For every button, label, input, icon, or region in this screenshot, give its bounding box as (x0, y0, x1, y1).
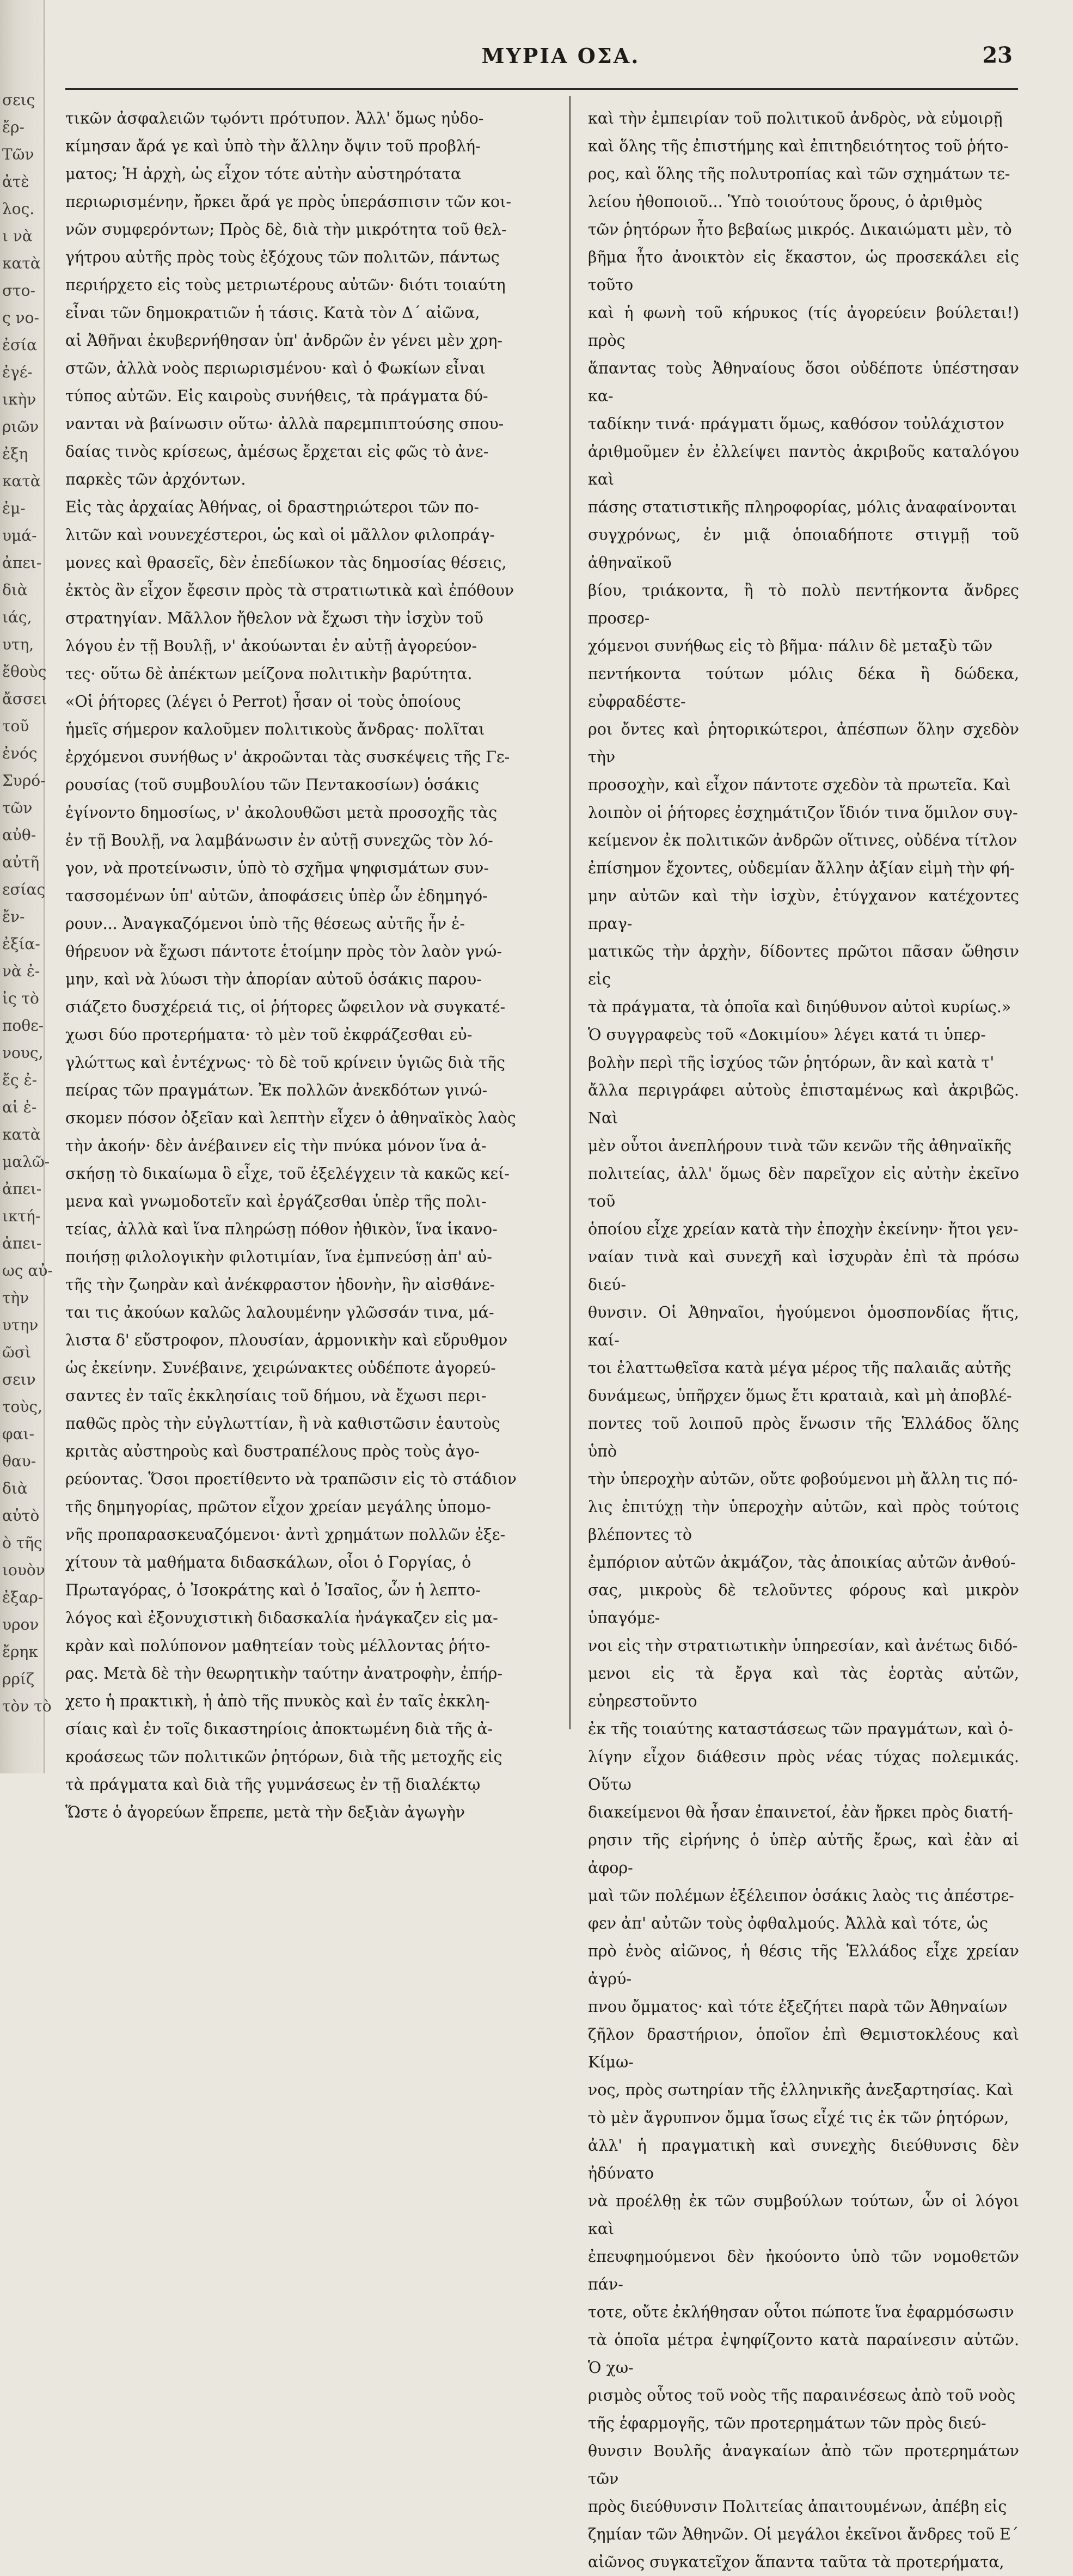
facing-page-fragment: κατὰ (2, 1125, 41, 1143)
facing-page-fragment: σειν (2, 1370, 36, 1388)
text-line: τες· οὕτω δὲ ἀπέκτων μείζονα πολιτικὴν βαρύτητα. (65, 665, 473, 683)
facing-page-fragment: θαυ- (2, 1452, 36, 1470)
text-line: ἐγίνοντο δημοσίως, ν' ἀκολουθῶσι μετὰ προσοχῆς τὰς (65, 804, 498, 822)
text-line: ρεύοντας. Ὅσοι προετίθεντο νὰ τραπῶσιν εἰς τὸ στάδιον (65, 1470, 517, 1488)
text-line: εἶναι τῶν δημοκρατιῶν ἡ τάσις. Κατὰ τὸν Δ΄ αἰῶνα, (65, 304, 480, 322)
text-line: τικῶν ἀσφαλειῶν τῳόντι πρότυπον. Ἀλλ' ὅμως ηὐδο- (65, 109, 484, 127)
page-number: 23 (982, 42, 1013, 68)
facing-page-fragment: ἔν- (2, 908, 25, 926)
text-line: λόγος καὶ ἐξονυχιστικὴ διδασκαλία ἠνάγκαζεν εἰς μα- (65, 1609, 498, 1627)
text-line: ἐν τῇ Βουλῇ, να λαμβάνωσιν ἐν αὐτῇ συνεχῶς τὸν λό- (65, 831, 493, 849)
facing-page-fragment: ἔρ- (2, 118, 24, 136)
text-line: ρουν... Ἀναγκαζόμενοι ὑπὸ τῆς θέσεως αὐτῆς ἦν ἐ- (65, 915, 465, 933)
facing-page-fragment: υτην (2, 1316, 39, 1334)
facing-page-fragment: αὐθ- (2, 826, 36, 844)
text-line: φεν ἀπ' αὐτῶν τοὺς ὀφθαλμούς. Ἀλλὰ καὶ τότε, ὡς (588, 1914, 988, 1932)
text-line: τὰ πράγματα καὶ διὰ τῆς γυμνάσεως ἐν τῇ διαλέκτῳ (65, 1776, 481, 1794)
text-line: χετο ἡ πρακτικὴ, ἡ ἀπὸ τῆς πνυκὸς καὶ ἐν ταῖς ἐκκλη- (65, 1692, 490, 1710)
text-line: κίμησαν ἄρά γε καὶ ὑπὸ τὴν ἄλλην ὄψιν τοῦ προβλή- (65, 137, 481, 155)
text-line: τῆς δημηγορίας, πρῶτον εἶχον χρείαν μεγάλης ὑπομο- (65, 1498, 491, 1516)
facing-page-fragment: μαλῶ- (2, 1153, 50, 1171)
text-line: διακείμενοι θὰ ἦσαν ἐπαινετοί, ἐὰν ἤρκει πρὸς διατή- (588, 1803, 1013, 1821)
text-line: ἅπαντας τοὺς Ἀθηναίους ὅσοι οὐδέποτε ὑπέστησαν κα- (588, 359, 1019, 405)
facing-page-fragment: ἐσία (2, 336, 38, 354)
text-line: ταδίκην τινά· πράγματι ὅμως, καθόσον τοὐλάχιστον (588, 415, 1004, 433)
text-line: παθῶς πρὸς τὴν εὐγλωττίαν, ἢ νὰ καθιστῶσιν ἑαυτοὺς (65, 1415, 500, 1433)
text-line: τὴν ὑπεροχὴν αὐτῶν, οὔτε φοβούμενοι μὴ ἄλλη τις πό- (588, 1470, 1018, 1488)
text-line: μην αὐτῶν καὶ τὴν ἰσχὺν, ἐτύγχανον κατέχοντες πραγ- (588, 887, 1019, 933)
facing-page-fragment: ιάς, (2, 608, 32, 626)
text-line: ρος, καὶ ὅλης τῆς πολυτροπίας καὶ τῶν σχημάτων τε- (588, 165, 1010, 183)
text-line: κριτὰς αὐστηροὺς καὶ δυστραπέλους πρὸς τοὺς ἀγο- (65, 1442, 480, 1460)
facing-page-fragment: λος. (2, 200, 35, 218)
text-line: χόμενοι συνήθως εἰς τὸ βῆμα· πάλιν δὲ μεταξὺ τῶν (588, 637, 993, 655)
header-rule (65, 88, 1018, 90)
text-line: σιάζετο δυσχέρειά τις, οἱ ῥήτορες ὤφειλον νὰ συγκατέ- (65, 998, 506, 1016)
text-line: ἐκ τῆς τοιαύτης καταστάσεως τῶν πραγμάτων, καὶ ὀ- (588, 1720, 1014, 1738)
facing-page-fragment: ἐνός (2, 744, 38, 762)
text-line: καὶ ὅλης τῆς ἐπιστήμης καὶ ἐπιτηδειότητος τοῦ ῥήτο- (588, 137, 1009, 155)
facing-page-fragment: υρον (2, 1616, 39, 1633)
facing-page-fragment: σεις (2, 91, 35, 109)
text-line: βίου, τριάκοντα, ἢ τὸ πολὺ πεντήκοντα ἄνδρες προσερ- (588, 582, 1019, 627)
text-line: ζῆλον δραστήριον, ὁποῖον ἐπὶ Θεμιστοκλέους καὶ Κίμω- (588, 2026, 1019, 2071)
text-line: ματικῶς τὴν ἀρχὴν, δίδοντες πρῶτοι πᾶσαν ὤθησιν εἰς (588, 943, 1019, 988)
text-line: λις ἐπιτύχῃ τὴν ὑπεροχὴν αὐτῶν, καὶ πρὸς τούτοις βλέποντες τὸ (588, 1498, 1019, 1544)
facing-page-fragment: Τῶν (2, 145, 34, 163)
facing-page-fragment: ἐξαρ- (2, 1588, 44, 1606)
text-line: σκομεν πόσον ὀξεῖαν καὶ λεπτὴν εἶχεν ὁ ἀθηναϊκὸς λαὸς (65, 1109, 516, 1127)
text-line: μαὶ τῶν πολέμων ἐξέλειπον ὁσάκις λαὸς τις ἀπέστρε- (588, 1887, 1014, 1905)
text-line: ρισμὸς οὗτος τοῦ νοὸς τῆς παραινέσεως ἀπὸ τοῦ νοὸς (588, 2387, 1016, 2404)
text-line: δυνάμεως, ὑπῆρχεν ὅμως ἔτι κραταιὰ, καὶ μὴ ἀποβλέ- (588, 1387, 1012, 1405)
text-line: πεντήκοντα τούτων μόλις δέκα ἢ δώδεκα, εὐφραδέστε- (588, 665, 1019, 711)
text-line: λόγου ἐν τῇ Βουλῇ, ν' ἀκούωνται ἐν αὐτῇ ἀγορεύον- (65, 637, 477, 655)
text-line: γλώττως καὶ ἐντέχνως· τὸ δὲ τοῦ κρίνειν ὑγιῶς διὰ τῆς (65, 1054, 505, 1072)
facing-page-fragment: τὸν τὸ (2, 1697, 52, 1715)
text-line: γήτρου αὐτῆς πρὸς τοὺς ἐξόχους τῶν πολιτῶν, πάντως (65, 248, 500, 266)
text-line: περιήρχετο εἰς τοὺς μετριωτέρους αὐτῶν· διότι τοιαύτη (65, 276, 506, 294)
text-line: «Οἱ ῥήτορες (λέγει ὁ Perrot) ἦσαν οἱ τοὺς ὁποίους (65, 693, 461, 711)
text-line: ἐπευφημούμενοι δὲν ἠκούοντο ὑπὸ τῶν νομοθετῶν πάν- (588, 2248, 1019, 2293)
text-line: νος, πρὸς σωτηρίαν τῆς ἑλληνικῆς ἀνεξαρτησίας. Καὶ (588, 2081, 1014, 2099)
facing-page-fragment: ικτή- (2, 1207, 41, 1225)
text-line: πρὸς διεύθυνσιν Πολιτείας ἀπαιτουμένων, ἀπέβη εἰς (588, 2498, 1007, 2516)
text-line: τείας, ἀλλὰ καὶ ἵνα πληρώσῃ πόθον ἠθικὸν, ἵνα ἱκανο- (65, 1220, 498, 1238)
text-line: ματος; Ἡ ἀρχὴ, ὡς εἶχον τότε αὐτὴν αὐστηρότατα (65, 165, 462, 183)
facing-page-fragment: κατὰ (2, 254, 41, 272)
text-line: στρατηγίαν. Μᾶλλον ἤθελον νὰ ἔχωσι τὴν ἰσχὺν τοῦ (65, 609, 483, 627)
text-line: τύπος αὐτῶν. Εἰς καιροὺς συνήθεις, τὰ πράγματα δύ- (65, 387, 488, 405)
text-line: τοι ἐλαττωθεῖσα κατὰ μέγα μέρος τῆς παλαιᾶς αὐτῆς (588, 1359, 1011, 1377)
text-line: τῶν ῥητόρων ἦτο βεβαίως μικρός. Δικαιώματι μὲν, τὸ (588, 221, 1012, 238)
facing-page-fragment: υτη, (2, 635, 34, 653)
facing-page-fragment: ἀπει- (2, 1180, 42, 1198)
text-line: σαντες ἐν ταῖς ἐκκλησίαις τοῦ δήμου, νὰ ἔχωσι περι- (65, 1387, 487, 1405)
text-line: παρκὲς τῶν ἀρχόντων. (65, 470, 246, 488)
text-line: προσοχὴν, καὶ εἶχον πάντοτε σχεδὸν τὰ πρωτεῖα. Καὶ (588, 776, 1011, 794)
text-line: ροι ὄντες καὶ ῥητορικώτεροι, ἀπέσπων ὅλην σχεδὸν τὴν (588, 720, 1019, 766)
text-line: μονες καὶ θρασεῖς, δὲν ἐπεδίωκον τὰς δημοσίας θέσεις, (65, 554, 507, 572)
text-line: λείου ἠθοποιοῦ... Ὑπὸ τοιούτους ὅρους, ὁ ἀριθμὸς (588, 193, 983, 211)
text-line: χωσι δύο προτερήματα· τὸ μὲν τοῦ ἐκφράζεσθαι εὐ- (65, 1026, 473, 1044)
text-line: τὰ πράγματα, τὰ ὁποῖα καὶ διηύθυνον αὐτοὶ κυρίως.» (588, 998, 1011, 1016)
text-line: Πρωταγόρας, ὁ Ἰσοκράτης καὶ ὁ Ἰσαῖος, ὧν ἡ λεπτο- (65, 1581, 481, 1599)
facing-page-fragment: ὸ τῆς (2, 1534, 42, 1552)
text-line: πείρας τῶν πραγμάτων. Ἐκ πολλῶν ἀνεκδότων γινώ- (65, 1081, 488, 1099)
facing-page-fragment: αἱ ἐ- (2, 1098, 37, 1116)
text-line: τὰ ὁποῖα μέτρα ἐψηφίζοντο κατὰ παραίνεσιν αὐτῶν. Ὁ χω- (588, 2331, 1019, 2377)
facing-page-fragment: ἀπει- (2, 1234, 42, 1252)
facing-page-fragment: ἐξία- (2, 935, 40, 953)
text-line: σίαις καὶ ἐν τοῖς δικαστηρίοις ἀποκτωμένη διὰ τῆς ἀ- (65, 1720, 493, 1738)
text-line: ἀριθμοῦμεν ἐν ἐλλείψει παντὸς ἀκριβοῦς καταλόγου καὶ (588, 443, 1019, 488)
facing-page-fragment: αὐτὸ (2, 1507, 40, 1525)
text-line: σας, μικροὺς δὲ τελοῦντες φόρους καὶ μικρὸν ὑπαγόμε- (588, 1581, 1019, 1627)
facing-page-fragment: Συρό- (2, 772, 46, 790)
text-line: βολὴν περὶ τῆς ἰσχύος τῶν ῥητόρων, ἂν καὶ κατὰ τ' (588, 1054, 995, 1072)
text-line: τοτε, οὔτε ἐκλήθησαν οὗτοι πώποτε ἵνα ἐφαρμόσωσιν (588, 2303, 1014, 2321)
running-header-title: ΜΥΡΙΑ ΟΣΑ. (481, 44, 640, 68)
text-line: μενα καὶ γνωμοδοτεῖν καὶ ἐργάζεσθαι ὑπὲρ τῆς πολι- (65, 1192, 487, 1210)
text-line: ζημίαν τῶν Ἀθηνῶν. Οἱ μεγάλοι ἐκεῖνοι ἄνδρες τοῦ Ε΄ (588, 2525, 1019, 2543)
text-line: χίτουν τὰ μαθήματα διδασκάλων, οἷοι ὁ Γοργίας, ὁ (65, 1553, 471, 1571)
text-line: κείμενον ἐκ πολιτικῶν ἀνδρῶν οἵτινες, οὐδένα τίτλον (588, 831, 1017, 849)
text-line: συγχρόνως, ἐν μιᾷ ὁποιαδήποτε στιγμῇ τοῦ ἀθηναϊκοῦ (588, 526, 1019, 572)
facing-page-fragment: ἀπει- (2, 554, 42, 572)
left-text-column (65, 105, 555, 1821)
facing-page-fragment: τοὺς, (2, 1398, 42, 1416)
text-line: τὴν ἀκοήν· δὲν ἀνέβαινεν εἰς τὴν πνύκα μόνον ἵνα ἀ- (65, 1137, 487, 1155)
facing-page-fragment: διὰ (2, 581, 28, 599)
text-line: ὁποίου εἶχε χρείαν κατὰ τὴν ἐποχὴν ἐκείνην· ἤτοι γεν- (588, 1220, 1019, 1238)
text-line: ρουσίας (τοῦ συμβουλίου τῶν Πεντακοσίων) ὁσάκις (65, 776, 480, 794)
facing-page-fragment: ιουὸν (2, 1561, 45, 1579)
text-line: ρας. Μετὰ δὲ τὴν θεωρητικὴν ταύτην ἀνατροφὴν, ἐπήρ- (65, 1665, 503, 1682)
text-line: τασσομένων ὑπ' αὐτῶν, ἀποφάσεις ὑπὲρ ὧν ἐδημηγό- (65, 887, 488, 905)
text-line: ποιήσῃ φιλολογικὴν φιλοτιμίαν, ἵνα ἐμπνεύσῃ ἀπ' αὐ- (65, 1248, 492, 1266)
facing-page-fragment: τοῦ (2, 717, 29, 735)
facing-page-fragment: ἔρηκ (2, 1643, 38, 1661)
text-line: στῶν, ἀλλὰ νοὸς περιωρισμένου· καὶ ὁ Φωκίων εἶναι (65, 359, 486, 377)
text-line: βῆμα ἦτο ἀνοικτὸν εἰς ἕκαστον, ὡς προσεκάλει εἰς τοῦτο (588, 248, 1019, 294)
text-line: ἐκτὸς ἂν εἶχον ἔφεσιν πρὸς τὰ στρατιωτικὰ καὶ ἐπόθουν (65, 582, 514, 599)
facing-page-fragment: στο- (2, 282, 35, 299)
text-line: τῆς ἐφαρμογῆς, τῶν προτερημάτων τῶν πρὸς διεύ- (588, 2414, 986, 2432)
text-line: Εἰς τὰς ἀρχαίας Ἀθήνας, οἱ δραστηριώτεροι τῶν πο- (65, 498, 480, 516)
text-line: μὲν οὗτοι ἀνεπλήρουν τινὰ τῶν κενῶν τῆς ἀθηναϊκῆς (588, 1137, 1012, 1155)
text-line: καὶ ἡ φωνὴ τοῦ κήρυκος (τίς ἀγορεύειν βούλεται!) πρὸς (588, 304, 1019, 350)
text-line: θυνσιν Βουλῆς ἀναγκαίων ἀπὸ τῶν προτερημάτων τῶν (588, 2442, 1019, 2488)
text-line: ἡμεῖς σήμερον καλοῦμεν πολιτικοὺς ἄνδρας· πολῖται (65, 720, 485, 738)
text-line: ρησιν τῆς εἰρήνης ὁ ὑπὲρ αὐτῆς ἔρως, καὶ ἐὰν αἱ ἀφορ- (588, 1831, 1019, 1877)
text-line: πολιτείας, ἀλλ' ὅμως δὲν παρεῖχον εἰς αὐτὴν ἐκεῖνο τοῦ (588, 1165, 1019, 1210)
text-line: νοι εἰς τὴν στρατιωτικὴν ὑπηρεσίαν, καὶ ἀνέτως διδό- (588, 1637, 1018, 1655)
facing-page-fragment: αὐτῆ (2, 853, 40, 871)
text-line: ἀλλ' ἡ πραγματικὴ καὶ συνεχὴς διεύθυνσις δὲν ἠδύνατο (588, 2137, 1019, 2182)
text-line: τῆς τὴν ζωηρὰν καὶ ἀνέκφραστον ἡδονὴν, ἣν αἰσθάνε- (65, 1276, 495, 1294)
facing-page-fragment: ἐξη (2, 445, 28, 463)
facing-page-fragment: τῶν (2, 799, 33, 817)
facing-page-fragment: ἐγέ- (2, 363, 33, 381)
text-line: μην, καὶ νὰ λύωσι τὴν ἀπορίαν αὐτοῦ ὁσάκις παρου- (65, 970, 482, 988)
text-line: ἄλλα περιγράφει αὐτοὺς ἐπισταμένως καὶ ἀκριβῶς. Ναὶ (588, 1081, 1019, 1127)
facing-page-fragment: ῶσὶ (2, 1343, 31, 1361)
right-text-column (588, 105, 1019, 2571)
text-line: πάσης στατιστικῆς πληροφορίας, μόλις ἀναφαίνονται (588, 498, 1017, 516)
facing-page-fragment: ἐμ- (2, 499, 26, 517)
text-line: τὸ μὲν ἄγρυπνον ὄμμα ἴσως εἶχέ τις ἐκ τῶν ῥητόρων, (588, 2109, 1009, 2127)
text-line: περιωρισμένην, ἤρκει ἄρά γε πρὸς ὑπεράσπισιν τῶν κοι- (65, 193, 512, 211)
text-line: ἐρχόμενοι συνήθως ν' ἀκροῶνται τὰς συσκέψεις τῆς Γε- (65, 748, 510, 766)
text-line: λίγην εἶχον διάθεσιν πρὸς νέας τύχας πολεμικάς. Οὕτω (588, 1748, 1019, 1794)
text-line: κροάσεως τῶν πολιτικῶν ῥητόρων, διὰ τῆς μετοχῆς εἰς (65, 1748, 502, 1766)
facing-page-fragment: ποθε- (2, 1017, 44, 1035)
text-line: λιστα δ' εὔστροφον, πλουσίαν, ἁρμονικὴν καὶ εὔρυθμον (65, 1331, 508, 1349)
text-line: ἐμπόριον αὐτῶν ἀκμάζον, τὰς ἀποικίας αὐτῶν ἀνθού- (588, 1553, 1016, 1571)
facing-page-fragment: ἔς ἐ- (2, 1071, 38, 1089)
text-line: Ὁ συγγραφεὺς τοῦ «Δοκιμίου» λέγει κατά τι ὑπερ- (588, 1026, 986, 1044)
text-line: ἐπίσημον ἔχοντες, οὐδεμίαν ἄλλην ἀξίαν εἰμὴ τὴν φή- (588, 859, 1015, 877)
text-line: ὡς ἐκείνην. Συνέβαινε, χειρώνακτες οὐδέποτε ἀγορεύ- (65, 1359, 496, 1377)
text-line: νανται νὰ βαίνωσιν οὕτω· ἀλλὰ παρεμπιπτούσης σπου- (65, 415, 504, 433)
text-line: νὰ προέλθῃ ἐκ τῶν συμβούλων τούτων, ὧν οἱ λόγοι καὶ (588, 2192, 1019, 2238)
facing-page-fragment: ικὴν (2, 390, 36, 408)
text-line: γον, νὰ προτείνωσιν, ὑπὸ τὸ σχῆμα ψηφισμάτων συν- (65, 859, 489, 877)
facing-page-fragment: νους, (2, 1044, 44, 1062)
text-line: αἱ Ἀθῆναι ἐκυβερνήθησαν ὑπ' ἀνδρῶν ἐν γένει μὲν χρη- (65, 332, 503, 350)
text-line: δαίας τινὸς κρίσεως, ἀμέσως ἔρχεται εἰς φῶς τὸ ἀνε- (65, 443, 489, 461)
facing-page-fragment: ς νο- (2, 309, 39, 327)
facing-page-fragment: εσίας (2, 880, 46, 898)
text-line: νῶν συμφερόντων; Πρὸς δὲ, διὰ τὴν μικρότητα τοῦ θελ- (65, 221, 507, 238)
facing-page-fragment: ριῶν (2, 418, 39, 436)
text-line: Ὥστε ὁ ἀγορεύων ἔπρεπε, μετὰ τὴν δεξιὰν ἀγωγὴν (65, 1803, 465, 1821)
text-line: ται τις ἀκούων καλῶς λαλουμένην γλῶσσάν τινα, μά- (65, 1304, 494, 1321)
facing-page-fragment: φαι- (2, 1425, 34, 1443)
text-line: λοιπὸν οἱ ῥήτορες ἐσχημάτιζον ἴδιόν τινα ὅμιλον συγ- (588, 804, 1018, 822)
text-line: σκήσῃ τὸ δικαίωμα ὃ εἶχε, τοῦ ἐξελέγχειν τὰ κακῶς κεί- (65, 1165, 510, 1183)
facing-page-fragment: ἔθοὺς (2, 663, 47, 681)
text-line: λιτῶν καὶ νουνεχέστεροι, ὡς καὶ οἱ μᾶλλον φιλοπράγ- (65, 526, 495, 544)
facing-page-fragment: τὴν (2, 1289, 29, 1307)
facing-page-fragment: υμά- (2, 527, 37, 544)
text-line: θυνσιν. Οἱ Ἀθηναῖοι, ἡγούμενοι ὁμοσπονδίας ἥτις, καί- (588, 1304, 1019, 1349)
facing-page-fragment: ι νὰ (2, 227, 33, 245)
facing-page-edge (0, 0, 53, 1773)
facing-page-fragment: νὰ ἐ- (2, 962, 40, 980)
facing-page-fragment: κατὰ (2, 472, 41, 490)
facing-page-fragment: ἀτὲ (2, 173, 29, 191)
text-line: κρὰν καὶ πολύπονον μαθητείαν τοὺς μέλλοντας ῥήτο- (65, 1637, 490, 1655)
text-line: μενοι εἰς τὰ ἔργα καὶ τὰς ἑορτὰς αὐτῶν, εὐηρεστοῦντο (588, 1665, 1019, 1710)
facing-page-fragment: ως αὐ- (2, 1262, 53, 1280)
text-line: πνου ὄμματος· καὶ τότε ἐξεζήτει παρὰ τῶν Ἀθηναίων (588, 1998, 1008, 2016)
facing-page-fragment: ρρίζ (2, 1670, 35, 1688)
text-line: καὶ τὴν ἐμπειρίαν τοῦ πολιτικοῦ ἀνδρὸς, νὰ εὐμοιρῇ (588, 109, 1003, 127)
text-line: θήρευον νὰ ἔχωσι πάντοτε ἑτοίμην πρὸς τὸν λαὸν γνώ- (65, 943, 502, 960)
facing-page-fragment: ἄσσει (2, 690, 47, 708)
text-line: αἰῶνος συγκατεῖχον ἅπαντα ταῦτα τὰ προτερήματα, (588, 2553, 1004, 2571)
column-divider (569, 96, 571, 1729)
text-line: ναίαν τινὰ καὶ συνεχῆ καὶ ἰσχυρὰν ἐπὶ τὰ πρόσω διεύ- (588, 1248, 1019, 1294)
facing-page-fragment: ἰς τὸ (2, 989, 39, 1007)
text-line: ποντες τοῦ λοιποῦ πρὸς ἕνωσιν τῆς Ἑλλάδος ὅλης ὑπὸ (588, 1415, 1019, 1460)
text-line: πρὸ ἑνὸς αἰῶνος, ἡ θέσις τῆς Ἑλλάδος εἶχε χρείαν ἀγρύ- (588, 1942, 1019, 1988)
facing-page-fragment: διὰ (2, 1479, 28, 1497)
text-line: νῆς προπαρασκευαζόμενοι· ἀντὶ χρημάτων πολλῶν ἐξε- (65, 1526, 506, 1544)
